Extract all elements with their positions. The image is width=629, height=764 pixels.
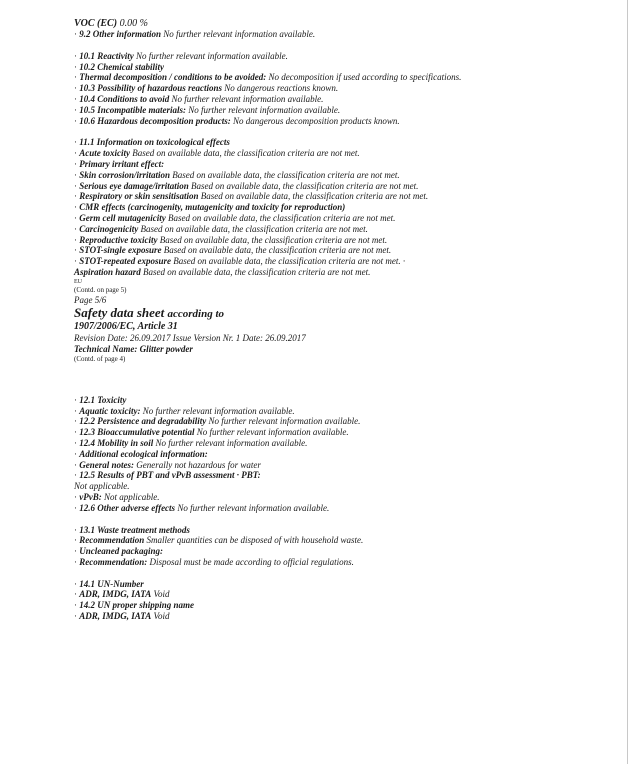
list-item: · 12.2 Persistence and degradability No further relevant information available. bbox=[74, 416, 361, 427]
technical-name: Technical Name: Glitter powder bbox=[74, 343, 193, 354]
list-item: · Recommendation Smaller quantities can be disposed of with household waste. bbox=[74, 535, 364, 546]
list-item: · Uncleaned packaging: bbox=[74, 546, 163, 557]
revision-info: Revision Date: 26.09.2017 Issue Version Nr. 1 Date: 26.09.2017 bbox=[74, 332, 306, 343]
list-item: · Acute toxicity Based on available data, the classification criteria are not met. bbox=[74, 148, 360, 159]
page-content bbox=[74, 18, 622, 622]
list-item: · 14.2 UN proper shipping name bbox=[74, 600, 195, 611]
voc-line: VOC (EC) 0.00 % bbox=[74, 18, 148, 29]
list-item: · CMR effects (carcinogenity, mutagenicity and toxicity for reproduction) bbox=[74, 202, 346, 213]
list-item: · Primary irritant effect: bbox=[74, 158, 165, 169]
list-item: · 11.1 Information on toxicological effects bbox=[74, 137, 230, 148]
list-item: · 12.6 Other adverse effects No further relevant information available. bbox=[74, 502, 330, 513]
list-item: · 10.3 Possibility of hazardous reactions No dangerous reactions known. bbox=[74, 83, 339, 94]
list-item: · Thermal decomposition / conditions to be avoided: No decomposition if used according to specifications. bbox=[74, 72, 462, 83]
pbt-value: Not applicable. bbox=[74, 481, 130, 492]
sds-header bbox=[74, 306, 622, 364]
page-number: Page 5/6 bbox=[74, 294, 107, 305]
list-item: · Recommendation: Disposal must be made according to official regulations. bbox=[74, 556, 354, 567]
list-item: · 10.6 Hazardous decomposition products: No dangerous decomposition products known. bbox=[74, 115, 400, 126]
list-item: · Respiratory or skin sensitisation Based on available data, the classification criteria are not met. bbox=[74, 191, 429, 202]
list-item: · STOT-single exposure Based on available data, the classification criteria are not met. bbox=[74, 245, 392, 256]
list-item: · 12.3 Bioaccumulative potential No further relevant information available. bbox=[74, 427, 349, 438]
list-item: · 10.5 Incompatible materials: No further relevant information available. bbox=[74, 104, 341, 115]
section-14-list bbox=[74, 579, 622, 622]
section-10-list bbox=[74, 51, 622, 127]
section-11-list bbox=[74, 137, 622, 277]
list-item: · Germ cell mutagenicity Based on available data, the classification criteria are not met. bbox=[74, 212, 396, 223]
list-item: · 10.2 Chemical stability bbox=[74, 61, 164, 72]
other-information-line: · 9.2 Other information No further relevant information available. bbox=[74, 29, 316, 39]
list-item: · Reproductive toxicity Based on available data, the classification criteria are not met. bbox=[74, 234, 388, 245]
list-item: · Skin corrosion/irritation Based on available data, the classification criteria are not met. bbox=[74, 169, 400, 180]
list-item: · 14.1 UN-Number bbox=[74, 578, 144, 589]
list-item: · vPvB: Not applicable. bbox=[74, 491, 160, 502]
footer-contd-next: (Contd. on page 5) bbox=[74, 285, 127, 294]
list-item: · Serious eye damage/irritation Based on available data, the classification criteria are not met. bbox=[74, 180, 419, 191]
section-13-list bbox=[74, 525, 622, 568]
list-item: · 13.1 Waste treatment methods bbox=[74, 524, 190, 535]
list-item: · 10.1 Reactivity No further relevant information available. bbox=[74, 50, 288, 61]
list-item: · ADR, IMDG, IATA Void bbox=[74, 611, 170, 622]
list-item: · 12.1 Toxicity bbox=[74, 394, 127, 405]
list-item: · General notes: Generally not hazardous for water bbox=[74, 459, 261, 470]
contd-prev: (Contd. of page 4) bbox=[74, 354, 126, 363]
list-item: · Aquatic toxicity: No further relevant information available. bbox=[74, 405, 295, 416]
list-item: · 12.5 Results of PBT and vPvB assessment · PBT: bbox=[74, 470, 261, 481]
list-item: · Carcinogenicity Based on available data, the classification criteria are not met. bbox=[74, 223, 368, 234]
list-item: · ADR, IMDG, IATA Void bbox=[74, 589, 170, 600]
list-item: · 12.4 Mobility in soil No further relevant information available. bbox=[74, 437, 308, 448]
page-edge bbox=[627, 0, 628, 764]
page-title: Safety data sheet according to bbox=[74, 304, 225, 320]
list-item: Aspiration hazard Based on available data, the classification criteria are not met. bbox=[74, 266, 371, 277]
list-item: · 10.4 Conditions to avoid No further relevant information available. bbox=[74, 93, 324, 104]
list-item: · STOT-repeated exposure Based on available data, the classification criteria are not met. · bbox=[74, 256, 406, 267]
list-item: · Additional ecological information: bbox=[74, 448, 208, 459]
section-12-list bbox=[74, 395, 622, 514]
regulation: 1907/2006/EC, Article 31 bbox=[74, 320, 178, 332]
footer-eu: EU bbox=[74, 278, 82, 285]
